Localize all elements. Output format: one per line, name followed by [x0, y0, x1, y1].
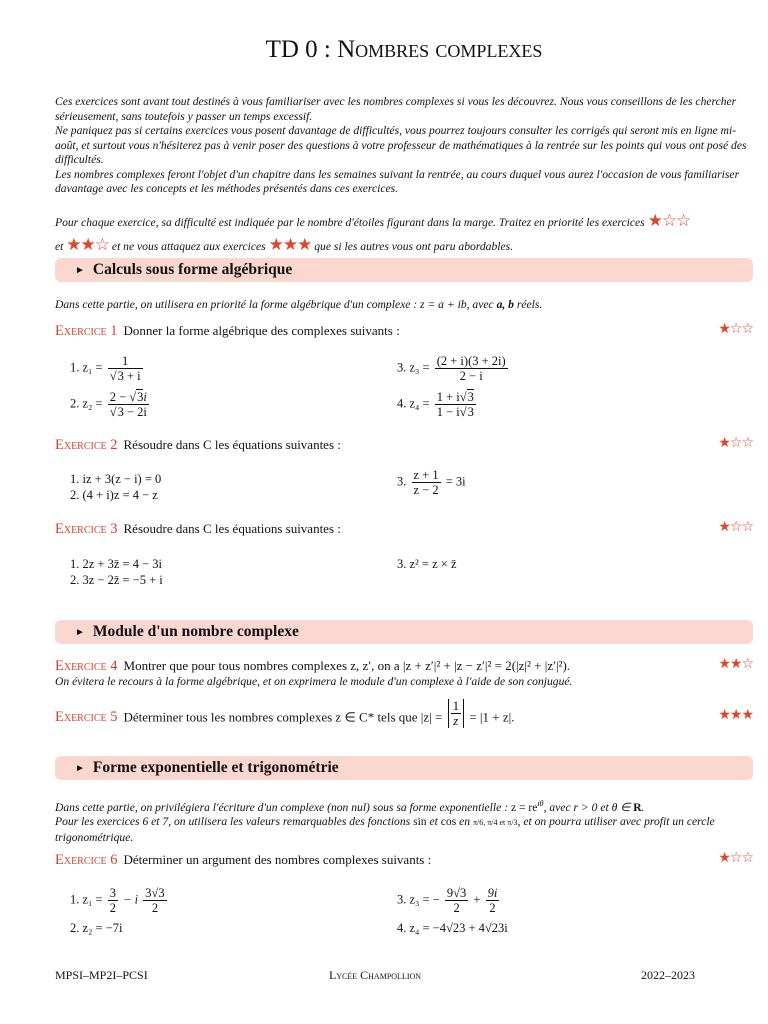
list-item: 1. z₁ = $\frac{3}{2}$ − i $\frac{3√3}{2}$	[70, 886, 165, 915]
triangle-bullet-icon: ►	[75, 265, 85, 276]
list-item: 3. z₃ = $\frac{(2 + i)(3 + 2i)}{2 - i}$	[397, 354, 506, 383]
section-header-module: ► Module d'un nombre complexe	[55, 620, 753, 644]
list-item: 1. z₁ = $\frac{1}{√3 + i}$	[70, 354, 141, 383]
intro-line: Les nombres complexes feront l'objet d'un chapitre dans les semaines suivant la rentrée, au cours duquel vous aurez l'occasion de vous familiariser davantage avec les concepts et les méthodes présentés dans ces exercices.	[55, 167, 740, 195]
star-rating-icon: ★★☆	[718, 656, 753, 672]
exercise-3: Exercice 3 Résoudre dans C les équations suivantes : ★☆☆	[55, 519, 753, 537]
exercise-4-hint: On évitera le recours à la forme algébrique, et on exprimera le module d'un complexe à l'aide de son conjugué.	[55, 675, 573, 688]
list-item: 2. z₂ = $\frac{2 - √3i}{√3 - 2i}$	[70, 390, 147, 419]
list-item: 4. z₄ = −4√23 + 4√23i	[397, 921, 508, 935]
triangle-bullet-icon: ►	[75, 627, 85, 638]
star-rating-icon: ★☆☆	[718, 850, 753, 866]
list-item: 1. iz + 3(z − i) = 0	[70, 472, 162, 486]
intro-paragraph	[55, 95, 753, 197]
page-footer	[55, 968, 695, 983]
section-header-algebraic: ► Calculs sous forme algébrique	[55, 258, 753, 282]
star-rating-icon: ★★★	[718, 707, 753, 723]
difficulty-note: Pour chaque exercice, sa difficulté est indiquée par le nombre d'étoiles figurant dans la marge. Traitez en priorité les exercices ★☆☆ et ★★☆ et ne vous attaquez aux exercices ★★★ que si les autres vous ont paru abordables.	[55, 211, 691, 255]
star-rating-icon: ★☆☆	[718, 435, 753, 451]
star-rating-icon: ★☆☆	[718, 321, 753, 337]
footer-left: MPSI–MP2I–PCSI	[55, 968, 148, 982]
star-rating-icon: ★☆☆	[647, 211, 691, 231]
list-item: 4. z₄ = $\frac{1 + i√3}{1 - i√3}$	[397, 390, 474, 419]
page-title: TD 0 : Nombres complexes	[265, 36, 543, 63]
intro-line: Ces exercices sont avant tout destinés à vous familiariser avec les nombres complexes si vous les découvrez. Nous vous conseillons de les chercher sérieusement, sans toutefois y passer un temps excessif.	[55, 95, 737, 123]
footer-right: 2022–2023	[641, 968, 695, 982]
list-item: 3. $\frac{z + 1}{z - 2}$ = 3i	[397, 468, 466, 497]
list-item: 1. 2z + 3z̄ = 4 − 3i	[70, 557, 162, 571]
triangle-bullet-icon: ►	[75, 763, 85, 774]
list-item: 2. 3z − 2z̄ = −5 + i	[70, 573, 163, 587]
section-header-exponential: ► Forme exponentielle et trigonométrie	[55, 756, 753, 780]
star-rating-icon: ★★★	[268, 235, 312, 255]
star-rating-icon: ★★☆	[66, 235, 110, 255]
intro-line: Ne paniquez pas si certains exercices vous posent davantage de difficultés, vous pourrez toujours consulter les corrigés qui seront mis en ligne mi-août, et surtout vous n'hésiterez pas à venir poser des questions à votre professeur de mathématiques à la rentrée sur les points qui vous ont posé des difficultés.	[55, 124, 747, 166]
star-rating-icon: ★☆☆	[718, 519, 753, 535]
list-item: 3. z² = z × z̄	[397, 557, 457, 571]
exercise-5: Exercice 5 Déterminer tous les nombres complexes z ∈ C* tels que |z| = $\frac{1}{z}$ = |1 + z|. ★★★	[55, 698, 753, 728]
list-item: 3. z₃ = − $\frac{9√3}{2}$ + $\frac{9i}{2}$	[397, 886, 498, 915]
exercise-4: Exercice 4 Montrer que pour tous nombres complexes z, z′, on a |z + z′|² + |z − z′|² = 2(|z|² + |z′|²). ★★☆	[55, 656, 753, 674]
exercise-6: Exercice 6 Déterminer un argument des nombres complexes suivants : ★☆☆	[55, 850, 753, 868]
footer-center: Lycée Champollion	[328, 968, 422, 982]
section-note-exponential: Dans cette partie, on privilégiera l'écriture d'un complexe (non nul) sous sa forme exponentielle : $z = re^{i\theta}$, avec r > 0 et θ ∈ R. Pour les exercices 6 et 7, on utilisera les valeurs remarquables des fonctions sin et cos en π/6, π/4 et π/3, et on pourra utiliser avec profit un cercle trigonométrique.	[55, 799, 715, 844]
exercise-2: Exercice 2 Résoudre dans C les équations suivantes : ★☆☆	[55, 435, 753, 453]
exercise-1: Exercice 1 Donner la forme algébrique des complexes suivants : ★☆☆	[55, 321, 753, 339]
list-item: 2. z₂ = −7i	[70, 921, 123, 935]
section-note-algebraic: Dans cette partie, on utilisera en priorité la forme algébrique d'un complexe : z = a + ib, avec a, b réels.	[55, 298, 543, 311]
list-item: 2. (4 + i)z = 4 − z	[70, 488, 158, 502]
